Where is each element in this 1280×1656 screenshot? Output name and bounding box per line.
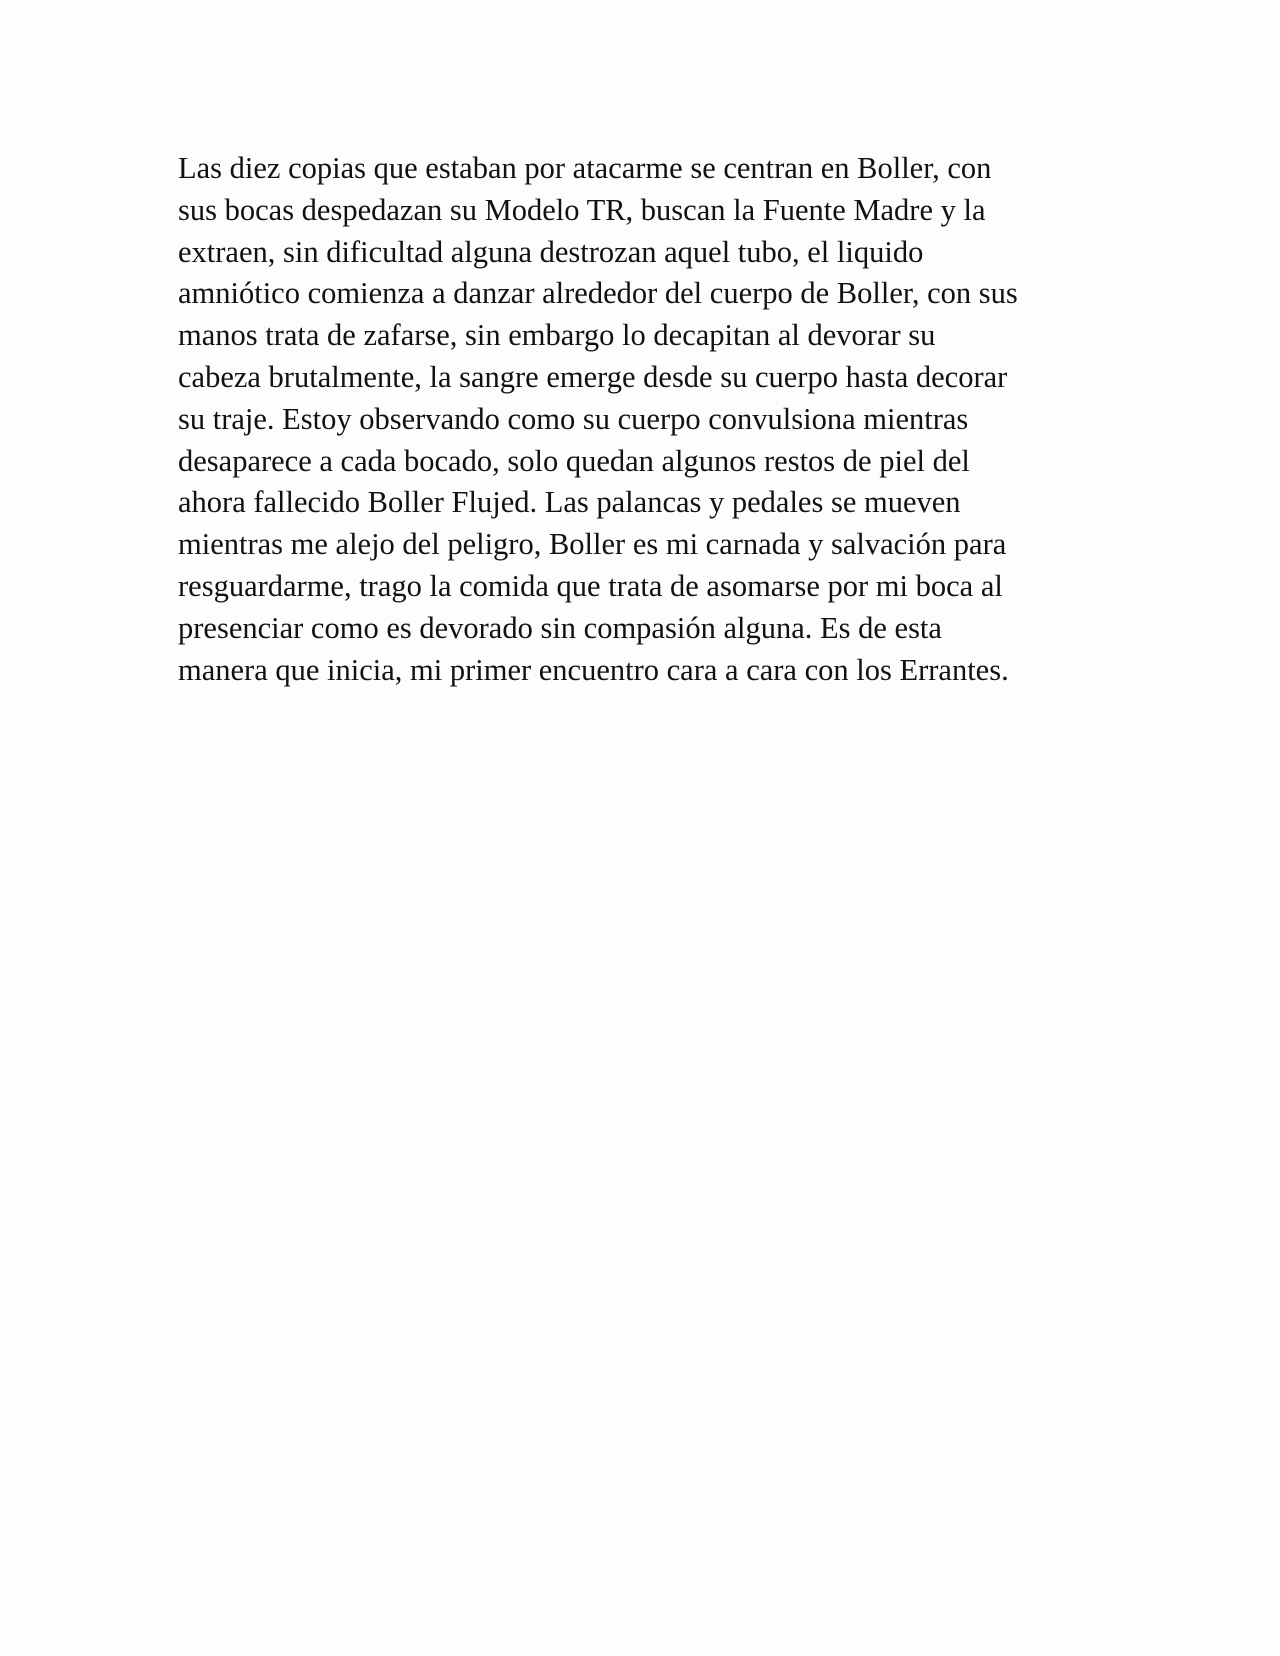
body-paragraph xyxy=(178,148,1118,691)
paragraph-line: manera que inicia, mi primer encuentro cara a cara con los Errantes. xyxy=(178,652,1009,687)
paragraph-line: mientras me alejo del peligro, Boller es mi carnada y salvación para xyxy=(178,527,1007,562)
paragraph-line: ahora fallecido Boller Flujed. Las palancas y pedales se mueven xyxy=(178,485,961,520)
paragraph-line: sus bocas despedazan su Modelo TR, buscan la Fuente Madre y la xyxy=(178,192,986,227)
paragraph-line: manos trata de zafarse, sin embargo lo decapitan al devorar su xyxy=(178,318,936,353)
paragraph-line: desaparece a cada bocado, solo quedan algunos restos de piel del xyxy=(178,443,970,478)
paragraph-line: Las diez copias que estaban por atacarme se centran en Boller, con xyxy=(178,151,992,185)
paragraph-line: resguardarme, trago la comida que trata de asomarse por mi boca al xyxy=(178,568,1003,603)
paragraph-line: amniótico comienza a danzar alrededor del cuerpo de Boller, con sus xyxy=(178,276,1018,311)
paragraph-line: presenciar como es devorado sin compasión alguna. Es de esta xyxy=(178,610,942,645)
paragraph-line: extraen, sin dificultad alguna destrozan aquel tubo, el liquido xyxy=(178,234,924,269)
paragraph-line: cabeza brutalmente, la sangre emerge desde su cuerpo hasta decorar xyxy=(178,359,1008,394)
paragraph-line: su traje. Estoy observando como su cuerpo convulsiona mientras xyxy=(178,401,969,436)
